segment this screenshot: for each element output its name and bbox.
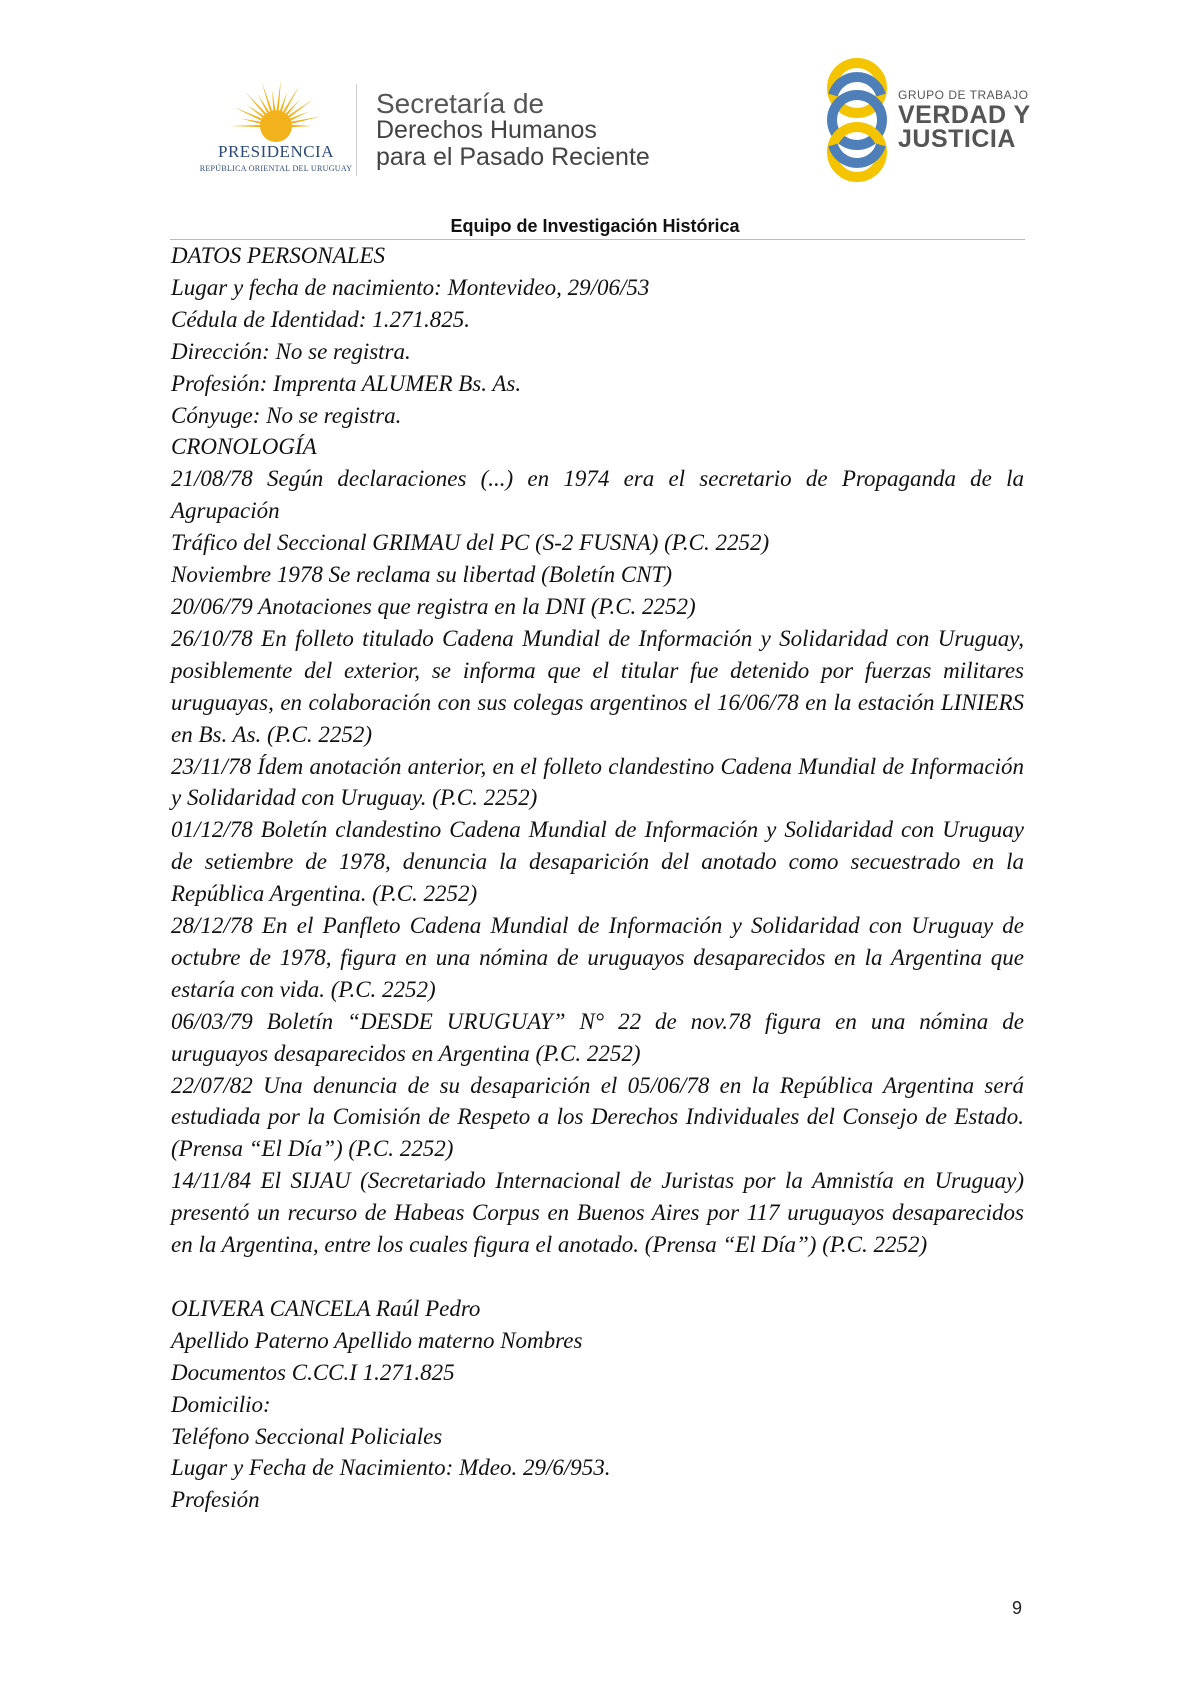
sun-ray: [286, 99, 300, 115]
paragraph: Lugar y fecha de nacimiento: Montevideo, 29/06/53: [171, 274, 650, 300]
record-line: Teléfono Seccional Policiales: [171, 1423, 443, 1449]
paragraph: Noviembre 1978 Se reclama su libertad (Boletín CNT): [171, 562, 673, 588]
vj-title-line-2: JUSTICIA: [898, 125, 1016, 153]
sun-ray: [292, 125, 312, 127]
presidencia-logo: [196, 78, 356, 178]
presidencia-wordmark: PRESIDENCIA: [217, 142, 334, 161]
sun-ray: [272, 90, 275, 110]
paragraph: Profesión: Imprenta ALUMER Bs. As.: [171, 370, 522, 396]
record-line: Lugar y Fecha de Nacimiento: Mdeo. 29/6/953.: [171, 1455, 611, 1481]
sun-ray: [230, 125, 260, 127]
sun-ray: [258, 95, 269, 113]
record-line: Apellido Paterno Apellido materno Nombres: [171, 1327, 583, 1353]
paragraph: CRONOLOGÍA: [171, 434, 317, 460]
sun-ray: [262, 82, 272, 111]
paragraph: 26/10/78 En folleto titulado Cadena Mundial de Información y Solidaridad con Uruguay, posiblemente del exterior, se informa que el titular fue detenido por fuerzas militares uruguayas, en colaboración con sus colegas argentinos el 16/06/78 en la estación LINIERS en Bs. As. (P.C. 2252): [171, 625, 1024, 747]
chronology-list: [171, 240, 1024, 1261]
logo-divider: [356, 84, 357, 176]
verdad-justicia-rings-logo-icon: [820, 58, 894, 183]
presidencia-sun-logo-icon: [196, 78, 356, 144]
record-line: Domicilio:: [171, 1391, 271, 1417]
page-number: 9: [1012, 1598, 1023, 1618]
page-header: [0, 0, 1190, 200]
paragraph: 21/08/78 Según declaraciones (...) en 1974 era el secretario de Propaganda de la Agrupación: [171, 466, 1024, 524]
secretaria-line-3: para el Pasado Reciente: [376, 143, 650, 171]
secretaria-line-1: Secretaría de: [376, 88, 545, 119]
sun-ray: [241, 119, 261, 124]
document-body: [171, 240, 1024, 1516]
blank-line: [171, 1261, 1024, 1293]
paragraph: Cónyuge: No se registra.: [171, 402, 402, 428]
vj-subtitle: GRUPO DE TRABAJO: [898, 88, 1029, 102]
sun-ray: [247, 105, 264, 118]
paragraph: 01/12/78 Boletín clandestino Cadena Mundial de Información y Solidaridad con Uruguay de setiembre de 1978, denuncia la desaparición del anotado como secuestrado en la República Argentina. (P.C. 2252): [171, 817, 1024, 907]
paragraph: DATOS PERSONALES: [171, 243, 386, 268]
paragraph: 20/06/79 Anotaciones que registra en la DNI (P.C. 2252): [171, 593, 696, 619]
record-block: [171, 1293, 1024, 1516]
sun-ray: [277, 80, 281, 110]
secretaria-line-2: Derechos Humanos: [376, 116, 597, 144]
paragraph: Dirección: No se registra.: [171, 338, 411, 364]
paragraph: 06/03/79 Boletín “DESDE URUGUAY” N° 22 de nov.78 figura en una nómina de uruguayos desaparecidos en Argentina (P.C. 2252): [171, 1008, 1024, 1066]
paragraph: Cédula de Identidad: 1.271.825.: [171, 306, 470, 332]
paragraph: 22/07/82 Una denuncia de su desaparición el 05/06/78 en la República Argentina será estudiada por la Comisión de Respeto a los Derechos Individuales del Consejo de Estado. (Prensa “El Día”) (P.C. 2252): [171, 1072, 1024, 1162]
vj-title-line-1: VERDAD Y: [898, 101, 1031, 129]
presidencia-subtitle: REPÚBLICA ORIENTAL DEL URUGUAY: [199, 164, 353, 173]
record-line: Documentos C.CC.I 1.271.825: [171, 1359, 455, 1385]
record-line: OLIVERA CANCELA Raúl Pedro: [171, 1295, 481, 1321]
team-heading: Equipo de Investigación Histórica: [450, 216, 740, 236]
paragraph: 14/11/84 El SIJAU (Secretariado Internacional de Juristas por la Amnistía en Uruguay) presentó un recurso de Habeas Corpus en Buenos Aires por 117 uruguayos desaparecidos en la Argentina, entre los cuales figura el anotado. (Prensa “El Día”) (P.C. 2252): [171, 1168, 1024, 1258]
sun-ray: [234, 107, 262, 120]
paragraph: 23/11/78 Ídem anotación anterior, en el folleto clandestino Cadena Mundial de Información y Solidaridad con Uruguay. (P.C. 2252): [171, 753, 1024, 811]
record-line: Profesión: [171, 1487, 260, 1513]
paragraph: 28/12/78 En el Panfleto Cadena Mundial de Información y Solidaridad con Uruguay de octubre de 1978, figura en una nómina de uruguayos desaparecidos en la Argentina que estaría con vida. (P.C. 2252): [171, 913, 1024, 1002]
secretaria-wordmark: [376, 90, 650, 171]
paragraph: Tráfico del Seccional GRIMAU del PC (S-2 FUSNA) (P.C. 2252): [171, 530, 770, 556]
verdad-justicia-logo: [820, 58, 1030, 183]
